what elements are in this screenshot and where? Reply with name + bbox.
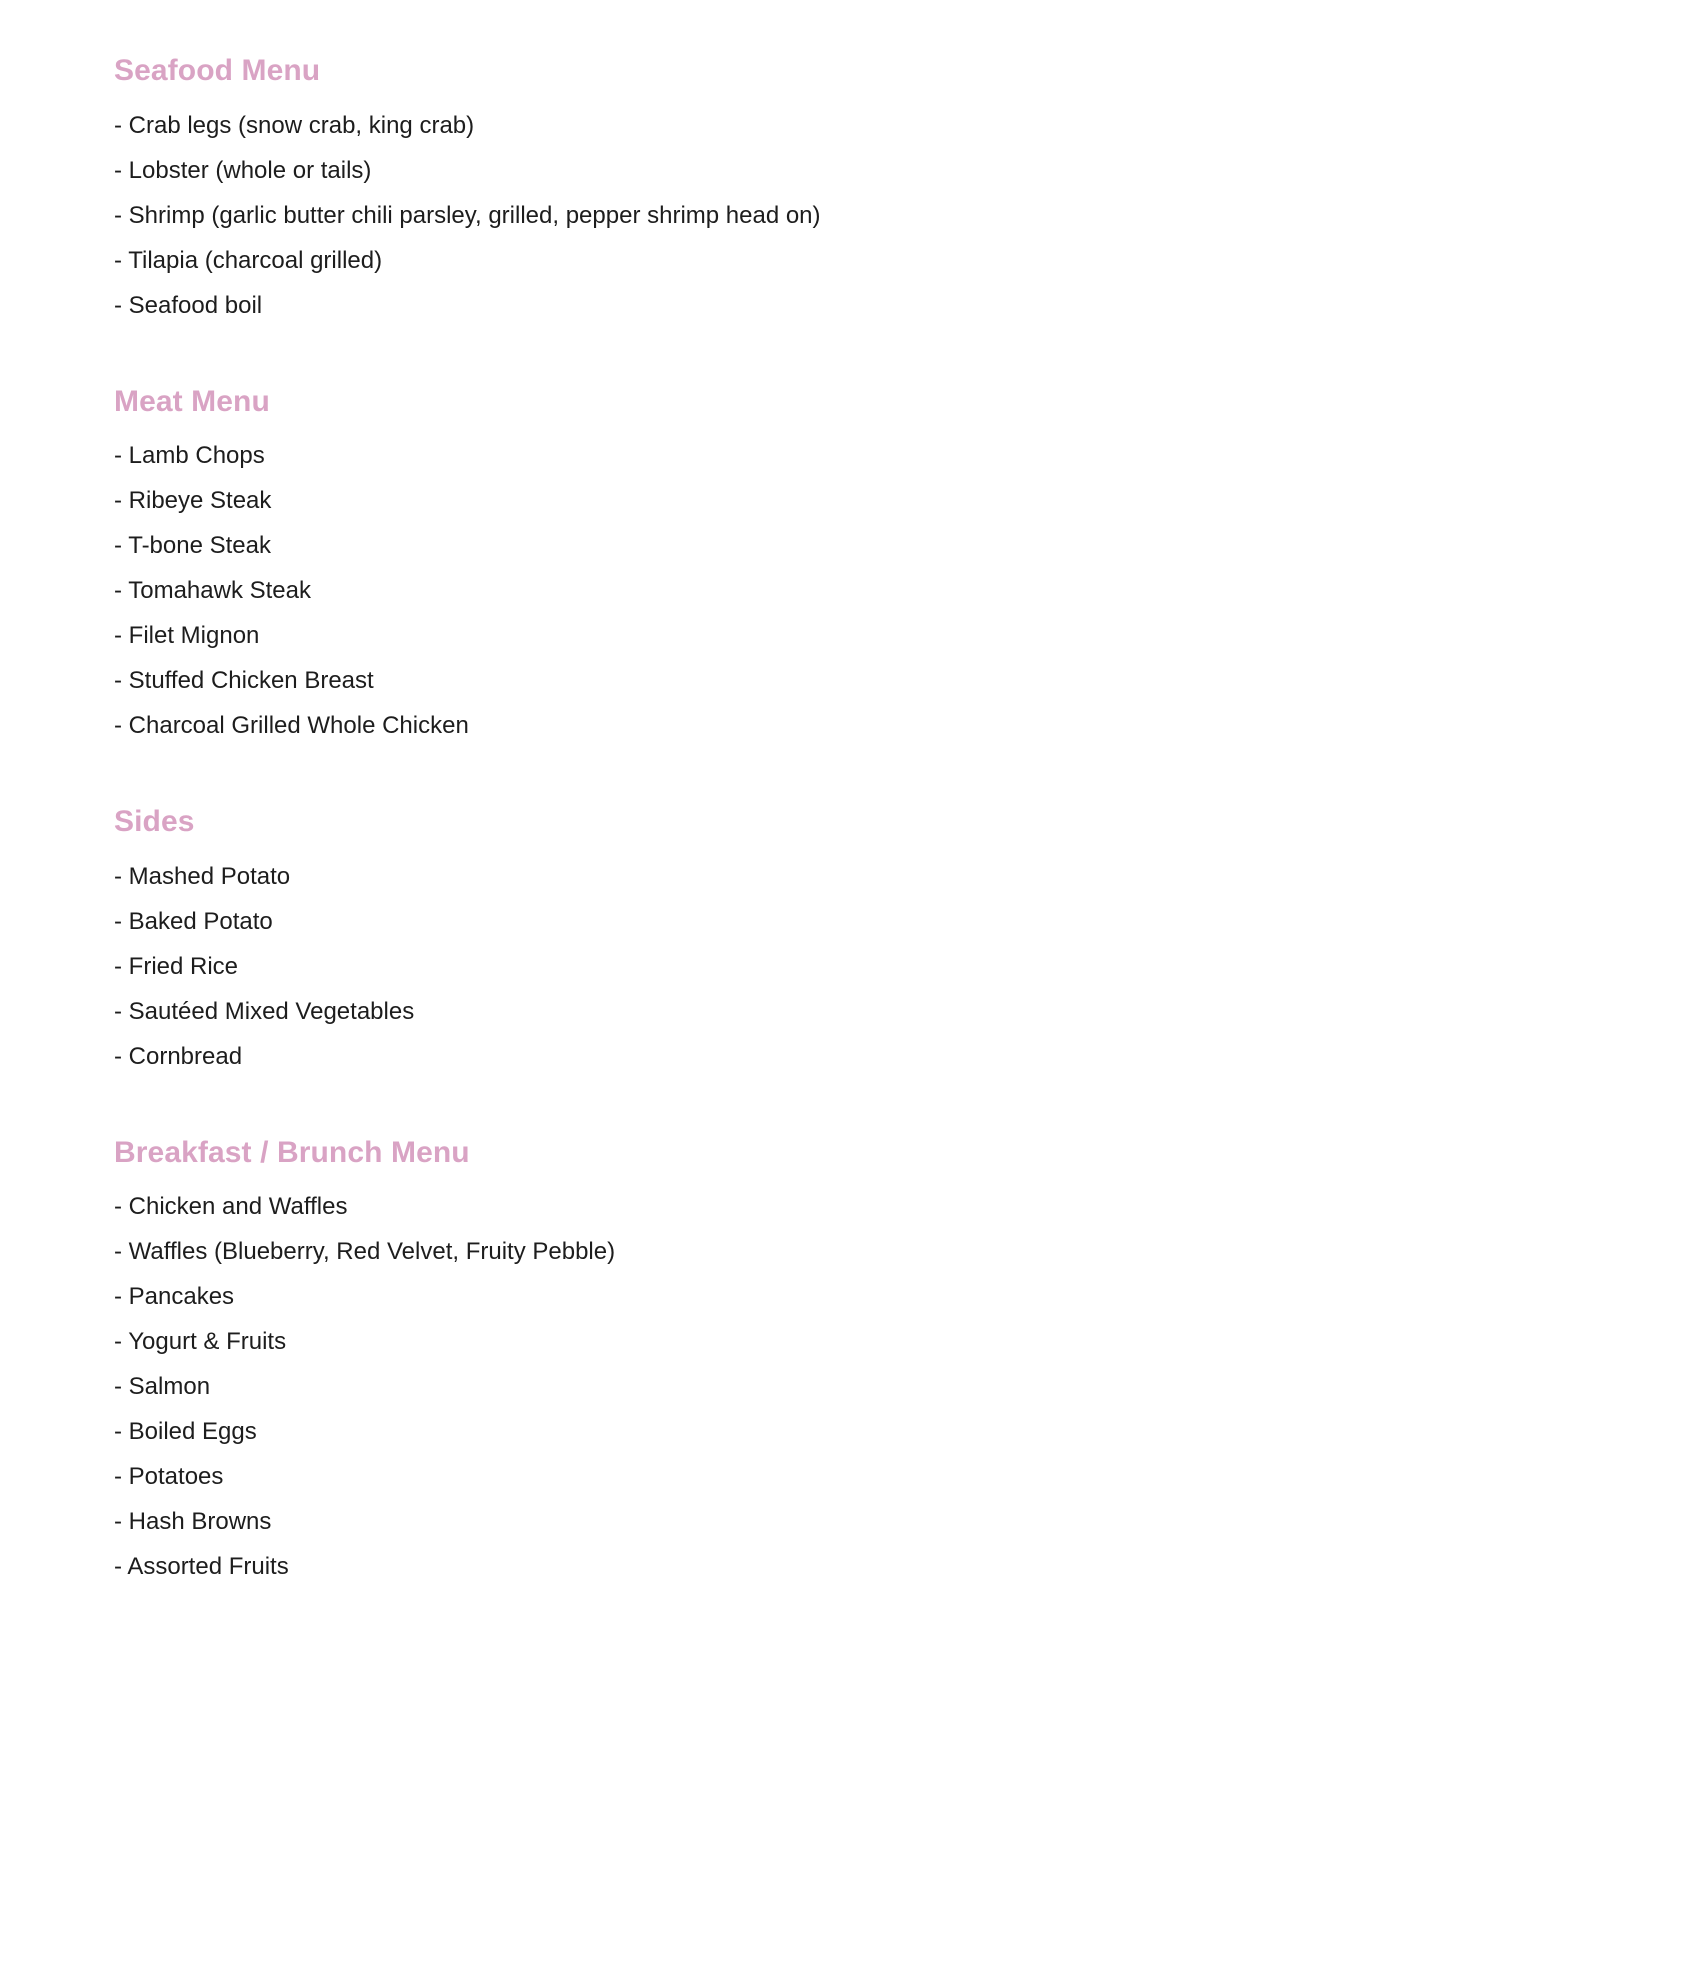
menu-section-seafood [114, 52, 1580, 329]
menu-items-breakfast-brunch [114, 1185, 1580, 1590]
list-item: - Yogurt & Fruits [114, 1328, 287, 1355]
list-item: - Charcoal Grilled Whole Chicken [114, 712, 469, 739]
list-item: - Salmon [114, 1373, 211, 1400]
section-title-seafood: Seafood Menu [114, 54, 321, 87]
list-item: - Tomahawk Steak [114, 577, 311, 604]
list-item: - Ribeye Steak [114, 487, 272, 514]
list-item: - Potatoes [114, 1463, 224, 1490]
list-item: - Chicken and Waffles [114, 1193, 348, 1220]
list-item: - Hash Browns [114, 1508, 272, 1535]
menu-section-breakfast-brunch [114, 1134, 1580, 1591]
list-item: - Tilapia (charcoal grilled) [114, 246, 383, 274]
list-item: - Filet Mignon [114, 622, 260, 649]
list-item: - Assorted Fruits [114, 1553, 289, 1580]
section-title-breakfast-brunch: Breakfast / Brunch Menu [114, 1135, 470, 1169]
list-item: - Lobster (whole or tails) [114, 156, 372, 184]
list-item: - Sautéed Mixed Vegetables [114, 997, 415, 1025]
list-item: - Lamb Chops [114, 442, 265, 469]
menu-items-sides [114, 855, 1580, 1080]
list-item: - Baked Potato [114, 907, 273, 935]
menu-section-meat [114, 383, 1580, 750]
menu-items-seafood [114, 104, 1580, 329]
list-item: - Crab legs (snow crab, king crab) [114, 111, 475, 139]
list-item: - Fried Rice [114, 952, 239, 980]
list-item: - Pancakes [114, 1283, 235, 1310]
list-item: - Seafood boil [114, 291, 263, 319]
list-item: - T-bone Steak [114, 532, 271, 559]
menu-items-meat [114, 434, 1580, 749]
list-item: - Stuffed Chicken Breast [114, 667, 374, 694]
list-item: - Cornbread [114, 1042, 243, 1070]
menu-section-sides [114, 803, 1580, 1080]
list-item: - Shrimp (garlic butter chili parsley, grilled, pepper shrimp head on) [114, 201, 821, 229]
section-title-meat: Meat Menu [114, 384, 270, 418]
list-item: - Mashed Potato [114, 862, 291, 890]
list-item: - Boiled Eggs [114, 1418, 257, 1445]
document-body [114, 52, 1580, 1590]
section-title-sides: Sides [114, 805, 195, 838]
list-item: - Waffles (Blueberry, Red Velvet, Fruity Pebble) [114, 1238, 616, 1265]
